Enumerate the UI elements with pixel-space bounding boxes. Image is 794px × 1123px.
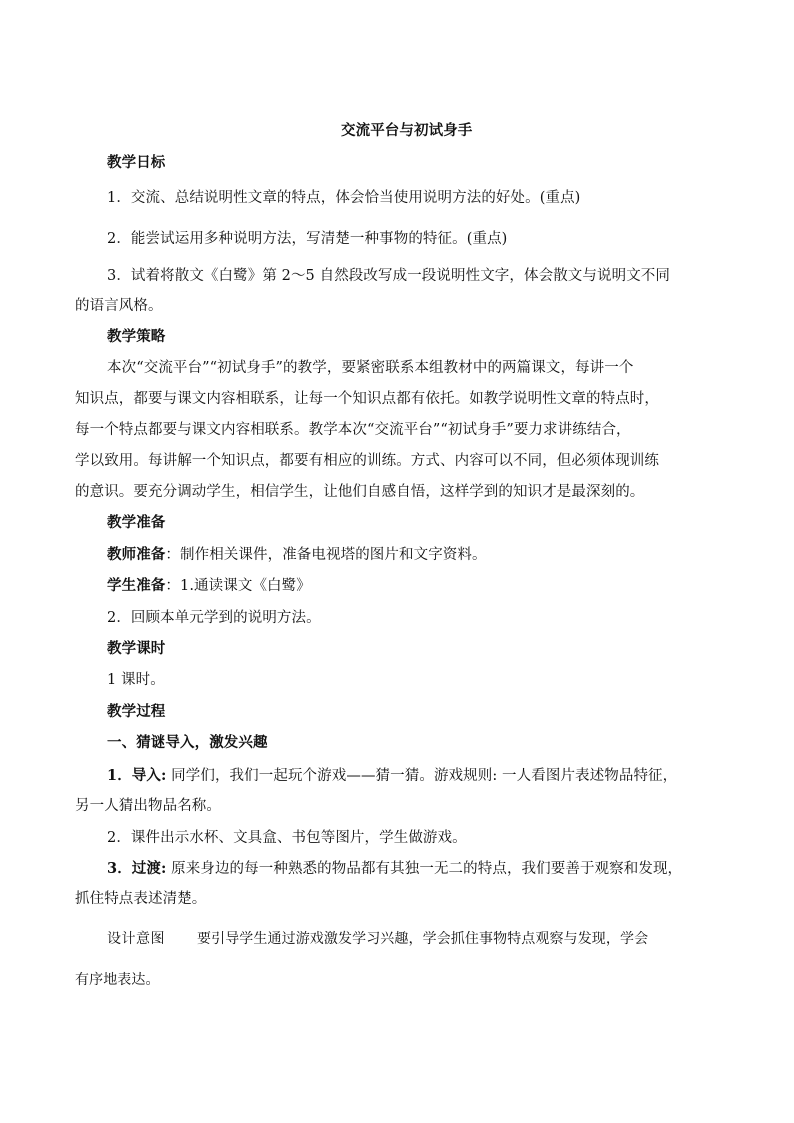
- step-3-text: 原来身边的每一种熟悉的物品都有其独一无二的特点，我们要善于观察和发现，: [166, 861, 683, 877]
- student-prep: [107, 576, 311, 596]
- strategy-line-1: 本次“交流平台”“初试身手”的教学，要紧密联系本组教材中的两篇课文，每讲一个: [107, 360, 634, 376]
- student-prep-label: 学生准备: [107, 577, 166, 594]
- hours-text: 1 课时。: [107, 672, 165, 688]
- step-1-label: 1．导入:: [107, 767, 167, 784]
- design-intent-cont: 有序地表达。: [75, 972, 160, 988]
- strategy-line-4: 学以致用。每讲解一个知识点，都要有相应的训练。方式、内容可以不同，但必须体现训练: [75, 453, 659, 469]
- process-step-3: [107, 859, 682, 879]
- goal-1: 1．交流、总结说明性文章的特点，体会恰当使用说明方法的好处。(重点): [107, 190, 581, 206]
- strategy-line-5: 的意识。要充分调动学生，相信学生，让他们自感自悟，这样学到的知识才是最深刻的。: [75, 484, 645, 500]
- design-intent: [107, 929, 648, 949]
- process-step-1-cont: 另一人猜出物品名称。: [75, 798, 221, 814]
- step-3-label: 3．过渡:: [107, 860, 167, 877]
- page-title: 交流平台与初试身手: [341, 122, 473, 139]
- heading-process: 教学过程: [107, 703, 166, 720]
- process-step-3-cont: 抓住特点表述清楚。: [75, 891, 207, 907]
- heading-goals: 教学日标: [107, 154, 166, 171]
- goal-3-line-2: 的语言风格。: [75, 298, 163, 314]
- student-prep-2: 2．回顾本单元学到的说明方法。: [107, 610, 321, 626]
- goal-2: 2．能尝试运用多种说明方法，写清楚一种事物的特征。(重点): [107, 231, 508, 247]
- design-intent-label: 设计意图: [107, 931, 165, 947]
- process-step-2: 2．课件出示水杯、文具盒、书包等图片，学生做游戏。: [107, 830, 467, 846]
- heading-strategy: 教学策略: [107, 328, 166, 345]
- strategy-line-3: 每一个特点都要与课文内容相联系。教学本次“交流平台”“初试身手”要力求讲练结合，: [75, 422, 631, 438]
- process-step-1: [107, 766, 677, 786]
- strategy-line-2: 知识点，都要与课文内容相联系，让每一个知识点都有依托。如教学说明性文章的特点时，: [75, 391, 659, 407]
- teacher-prep-label: 教师准备: [107, 546, 166, 563]
- design-intent-text: 要引导学生通过游戏激发学习兴趣，学会抓住事物特点观察与发现，学会: [197, 931, 649, 947]
- heading-hours: 教学课时: [107, 640, 166, 657]
- teacher-prep-text: ：制作相关课件，准备电视塔的图片和文字资料。: [165, 547, 487, 563]
- student-prep-text: ：1.通读课文《白鹭》: [165, 578, 311, 594]
- heading-preparation: 教学准备: [107, 514, 166, 531]
- teacher-prep: [107, 545, 487, 565]
- goal-3-line-1: 3．试着将散文《白鹭》第 2～5 自然段改写成一段说明性文字，体会散文与说明文不同: [107, 268, 670, 284]
- step-1-text: 同学们，我们一起玩个游戏——猜一猜。游戏规则: 一人看图片表述物品特征，: [166, 768, 678, 784]
- section-1-heading: 一、猜谜导入，激发兴趣: [107, 734, 268, 751]
